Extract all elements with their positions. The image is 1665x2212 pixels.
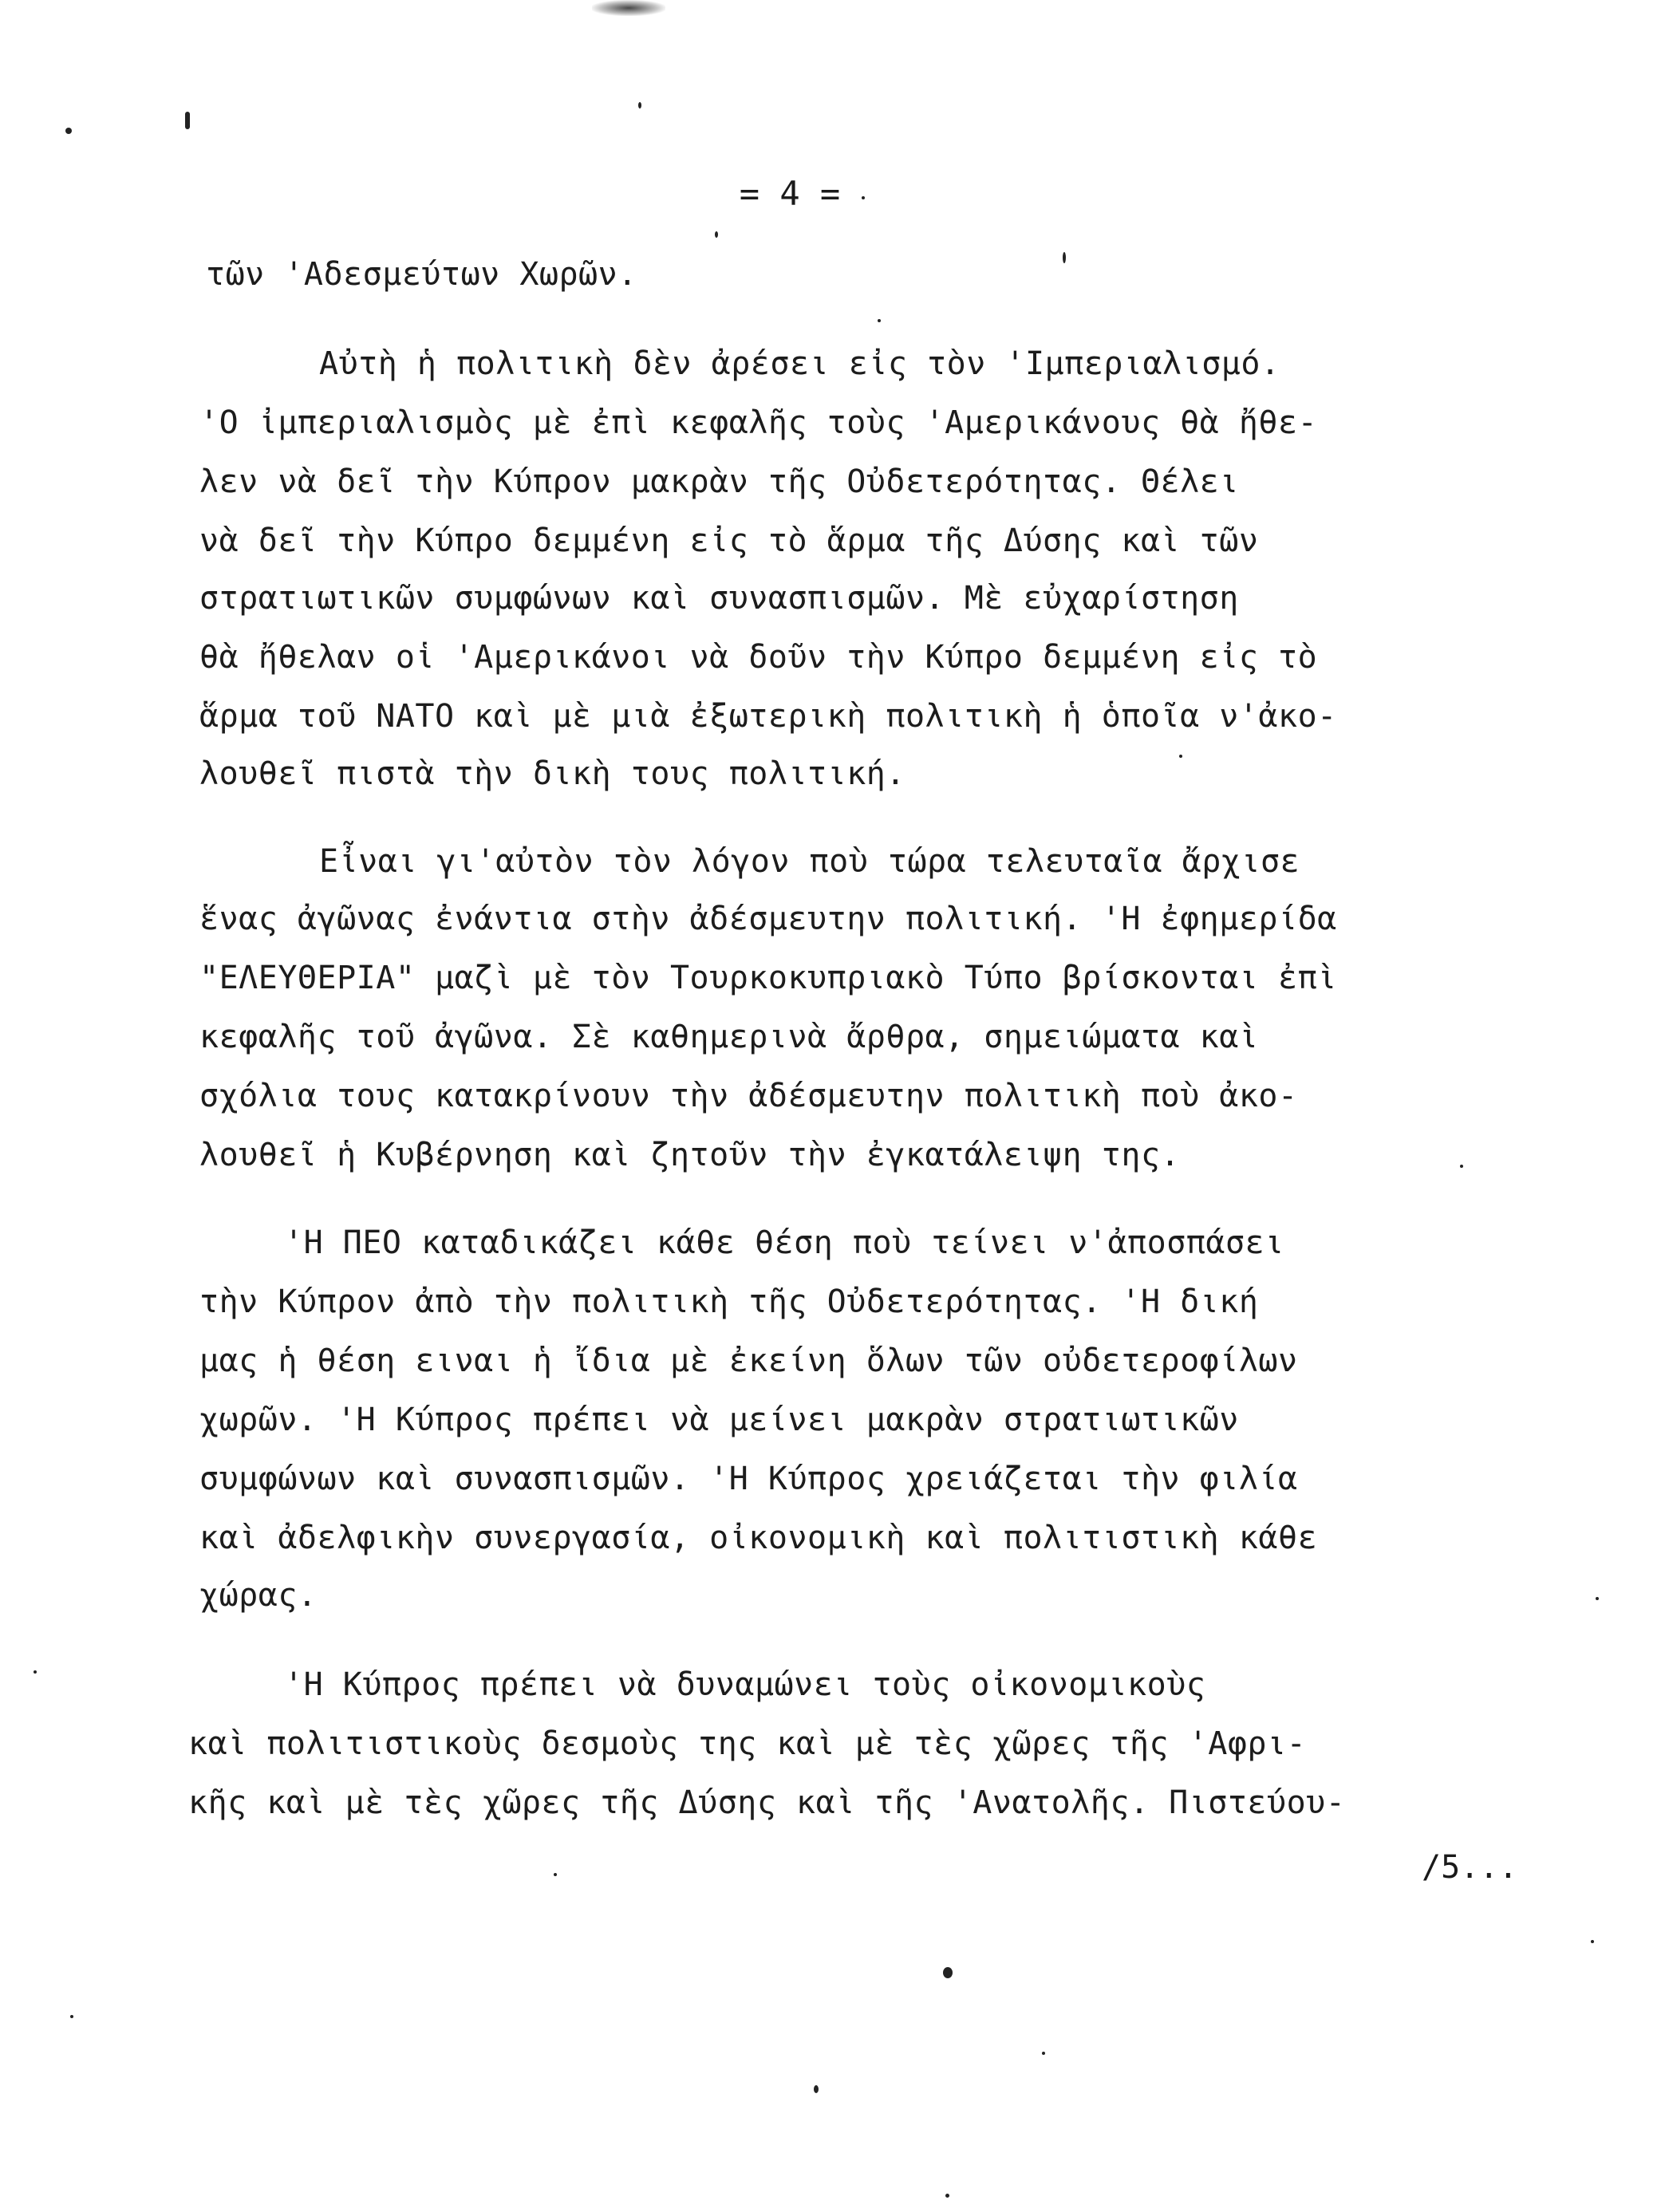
text-line: "ΕΛΕΥΘΕΡΙΑ" μαζὶ μὲ τὸν Τουρκοκυπριακὸ Τύπο βρίσκονται ἐπὶ [199, 960, 1337, 996]
text-line: στρατιωτικῶν συμφώνων καὶ συνασπισμῶν. Μὲ εὐχαρίστηση [199, 580, 1239, 617]
scan-speck [1179, 755, 1182, 758]
scan-speck [943, 1967, 953, 1978]
scan-speck [70, 2015, 73, 2018]
text-line: Αὐτὴ ἡ πολιτικὴ δὲν ἀρέσει εἰς τὸν 'Ιμπεριαλισμό. [319, 345, 1280, 382]
scan-speck [878, 319, 881, 322]
text-line: χώρας. [199, 1577, 318, 1614]
text-line: 'Η Κύπρος πρέπει νὰ δυναμώνει τοὺς οἰκονομικοὺς [284, 1666, 1206, 1703]
text-line: 'Η ΠΕΟ καταδικάζει κάθε θέση ποὺ τείνει ν'ἀποσπάσει [284, 1224, 1284, 1261]
text-line: 'Ο ἰμπεριαλισμὸς μὲ ἐπὶ κεφαλῆς τοὺς 'Αμερικάνους θὰ ἤθε- [199, 404, 1318, 441]
text-line: λεν νὰ δεῖ τὴν Κύπρον μακρὰν τῆς Οὐδετερότητας. Θέλει [199, 463, 1239, 500]
text-line: τῶν 'Αδεσμεύτων Χωρῶν. [206, 256, 637, 293]
scan-speck [715, 231, 718, 238]
scan-speck [185, 112, 190, 129]
scan-speck [1063, 252, 1066, 263]
header-smudge [592, 0, 665, 16]
scan-speck [1460, 1165, 1463, 1168]
text-line: χωρῶν. 'Η Κύπρος πρέπει νὰ μείνει μακρὰν στρατιωτικῶν [199, 1402, 1239, 1438]
scan-speck [1042, 2052, 1045, 2055]
scan-speck [554, 1873, 557, 1876]
text-line: σχόλια τους κατακρίνουν τὴν ἀδέσμευτην πολιτικὴ ποὺ ἀκο- [199, 1078, 1298, 1114]
text-line: νὰ δεῖ τὴν Κύπρο δεμμένη εἰς τὸ ἅρμα τῆς Δύσης καὶ τῶν [199, 522, 1259, 559]
text-line: κῆς καὶ μὲ τὲς χῶρες τῆς Δύσης καὶ τῆς 'Ανατολῆς. Πιστεύου- [188, 1784, 1346, 1821]
continuation-marker: /5... [1422, 1849, 1518, 1886]
scan-speck [638, 102, 641, 108]
scan-speck [34, 1670, 37, 1674]
page-number: = 4 = [739, 174, 841, 213]
text-line: λουθεῖ ἡ Κυβέρνηση καὶ ζητοῦν τὴν ἐγκατάλειψη της. [199, 1137, 1181, 1173]
scan-speck [862, 196, 865, 199]
text-line: Εἶναι γι'αὐτὸν τὸν λόγον ποὺ τώρα τελευταῖα ἄρχισε [319, 843, 1300, 880]
text-line: θὰ ἤθελαν οἱ 'Αμερικάνοι νὰ δοῦν τὴν Κύπρο δεμμένη εἰς τὸ [199, 639, 1318, 676]
scan-speck [945, 2194, 949, 2198]
text-line: καὶ ἀδελφικὴν συνεργασία, οἰκονομικὴ καὶ πολιτιστικὴ κάθε [199, 1520, 1318, 1556]
scan-speck [64, 126, 73, 135]
scan-speck [814, 2085, 819, 2093]
text-line: ἕνας ἀγῶνας ἐνάντια στὴν ἀδέσμευτην πολιτική. 'Η ἐφημερίδα [199, 901, 1337, 937]
scan-speck [1591, 1940, 1594, 1943]
text-line: συμφώνων καὶ συνασπισμῶν. 'Η Κύπρος χρειάζεται τὴν φιλία [199, 1461, 1298, 1497]
text-line: μας ἡ θέση ειναι ἡ ἴδια μὲ ἐκείνη ὅλων τῶν οὐδετεροφίλων [199, 1343, 1298, 1379]
text-line: καὶ πολιτιστικοὺς δεσμοὺς της καὶ μὲ τὲς χῶρες τῆς 'Αφρι- [188, 1725, 1307, 1762]
text-line: κεφαλῆς τοῦ ἀγῶνα. Σὲ καθημερινὰ ἄρθρα, σημειώματα καὶ [199, 1019, 1259, 1055]
scan-speck [1596, 1597, 1599, 1600]
text-line: ἅρμα τοῦ ΝΑΤΟ καὶ μὲ μιὰ ἐξωτερικὴ πολιτικὴ ἡ ὁποῖα ν'ἀκο- [199, 698, 1337, 735]
text-line: τὴν Κύπρον ἀπὸ τὴν πολιτικὴ τῆς Οὐδετερότητας. 'Η δική [199, 1283, 1259, 1320]
text-line: λουθεῖ πιστὰ τὴν δικὴ τους πολιτική. [199, 755, 905, 792]
